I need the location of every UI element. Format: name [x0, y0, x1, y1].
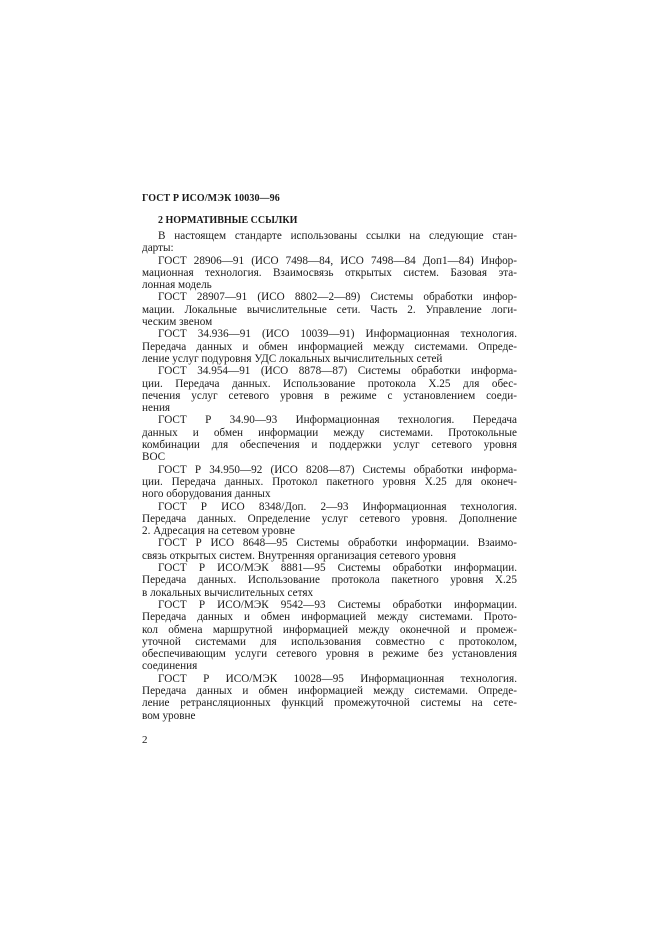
text-line: Передача данных и обмен информацией между системами. Опреде- [142, 684, 517, 697]
section-title: 2 НОРМАТИВНЫЕ ССЫЛКИ [158, 215, 298, 226]
text-line: мационная технология. Взаимосвязь открытых систем. Базовая эта- [142, 266, 517, 279]
text-line: ческим звеном [142, 316, 213, 329]
text-line: ВОС [142, 451, 166, 464]
text-line: мации. Локальные вычислительные сети. Часть 2. Управление логи- [142, 303, 517, 316]
text-line: ГОСТ 34.936—91 (ИСО 10039—91) Информационная технология. [158, 328, 517, 341]
text-line: ГОСТ 28907—91 (ИСО 8802—2—89) Системы обработки инфор- [158, 291, 517, 304]
text-line: соединения [142, 660, 198, 673]
text-line: ГОСТ Р ИСО/МЭК 9542—93 Системы обработки информации. [158, 598, 517, 611]
text-line: Передача данных. Определение услуг сетевого уровня. Дополнение [142, 512, 517, 525]
document-header: ГОСТ Р ИСО/МЭК 10030—96 [142, 193, 280, 204]
text-line: Передача данных. Использование протокола пакетного уровня Х.25 [142, 574, 517, 587]
text-line: нения [142, 402, 171, 415]
page-number: 2 [142, 734, 148, 746]
text-line: Передача данных и обмен информацией между системами. Опреде- [142, 340, 517, 353]
text-line: ного оборудования данных [142, 488, 271, 501]
text-line: ление услуг подуровня УДС локальных вычислительных сетей [142, 352, 443, 365]
text-line: ГОСТ Р ИСО 8348/Доп. 2—93 Информационная технология. [158, 500, 517, 513]
text-line: ГОСТ Р 34.950—92 (ИСО 8208—87) Системы обработки информа- [158, 463, 517, 476]
text-line: ГОСТ Р ИСО/МЭК 8881—95 Системы обработки информации. [158, 562, 517, 575]
text-line: ГОСТ 34.954—91 (ИСО 8878—87) Системы обработки информа- [158, 365, 517, 378]
text-line: Передача данных и обмен информацией между системами. Прото- [142, 611, 517, 624]
text-line: комбинации для обеспечения и поддержки услуг сетевого уровня [142, 439, 517, 452]
text-line: ГОСТ Р ИСО/МЭК 10028—95 Информационная технология. [158, 672, 517, 685]
text-line: дарты: [142, 242, 174, 255]
text-line: ление ретрансляционных функций промежуточной системы на сете- [142, 697, 517, 710]
text-line: печения услуг сетевого уровня в режиме с установлением соеди- [142, 389, 517, 402]
text-line: В настоящем стандарте использованы ссылки на следующие стан- [158, 230, 517, 242]
text-line: кол обмена маршрутной информацией между оконечной и промеж- [142, 623, 517, 636]
text-line: уточной системами для использования совместно с протоколом, [142, 635, 517, 648]
text-line: связь открытых систем. Внутренняя организация сетевого уровня [142, 549, 457, 562]
text-line: данных и обмен информации между системами. Протокольные [142, 426, 517, 439]
text-line: 2. Адресация на сетевом уровне [142, 525, 295, 538]
text-line: ГОСТ Р 34.90—93 Информационная технология. Передача [158, 414, 517, 427]
references-list [142, 230, 517, 722]
text-line: в локальных вычислительных сетях [142, 586, 314, 599]
text-line: лонная модель [142, 279, 212, 292]
text-line: ГОСТ Р ИСО 8648—95 Системы обработки информации. Взаимо- [158, 537, 517, 550]
text-line: ции. Передача данных. Использование протокола Х.25 для обес- [142, 377, 517, 390]
text-line: ции. Передача данных. Протокол пакетного уровня Х.25 для оконеч- [142, 475, 517, 488]
text-line: обеспечивающим услуги сетевого уровня в режиме без установления [142, 648, 517, 661]
text-line: ГОСТ 28906—91 (ИСО 7498—84, ИСО 7498—84 Доп1—84) Инфор- [158, 254, 517, 267]
text-line: вом уровне [142, 709, 196, 722]
